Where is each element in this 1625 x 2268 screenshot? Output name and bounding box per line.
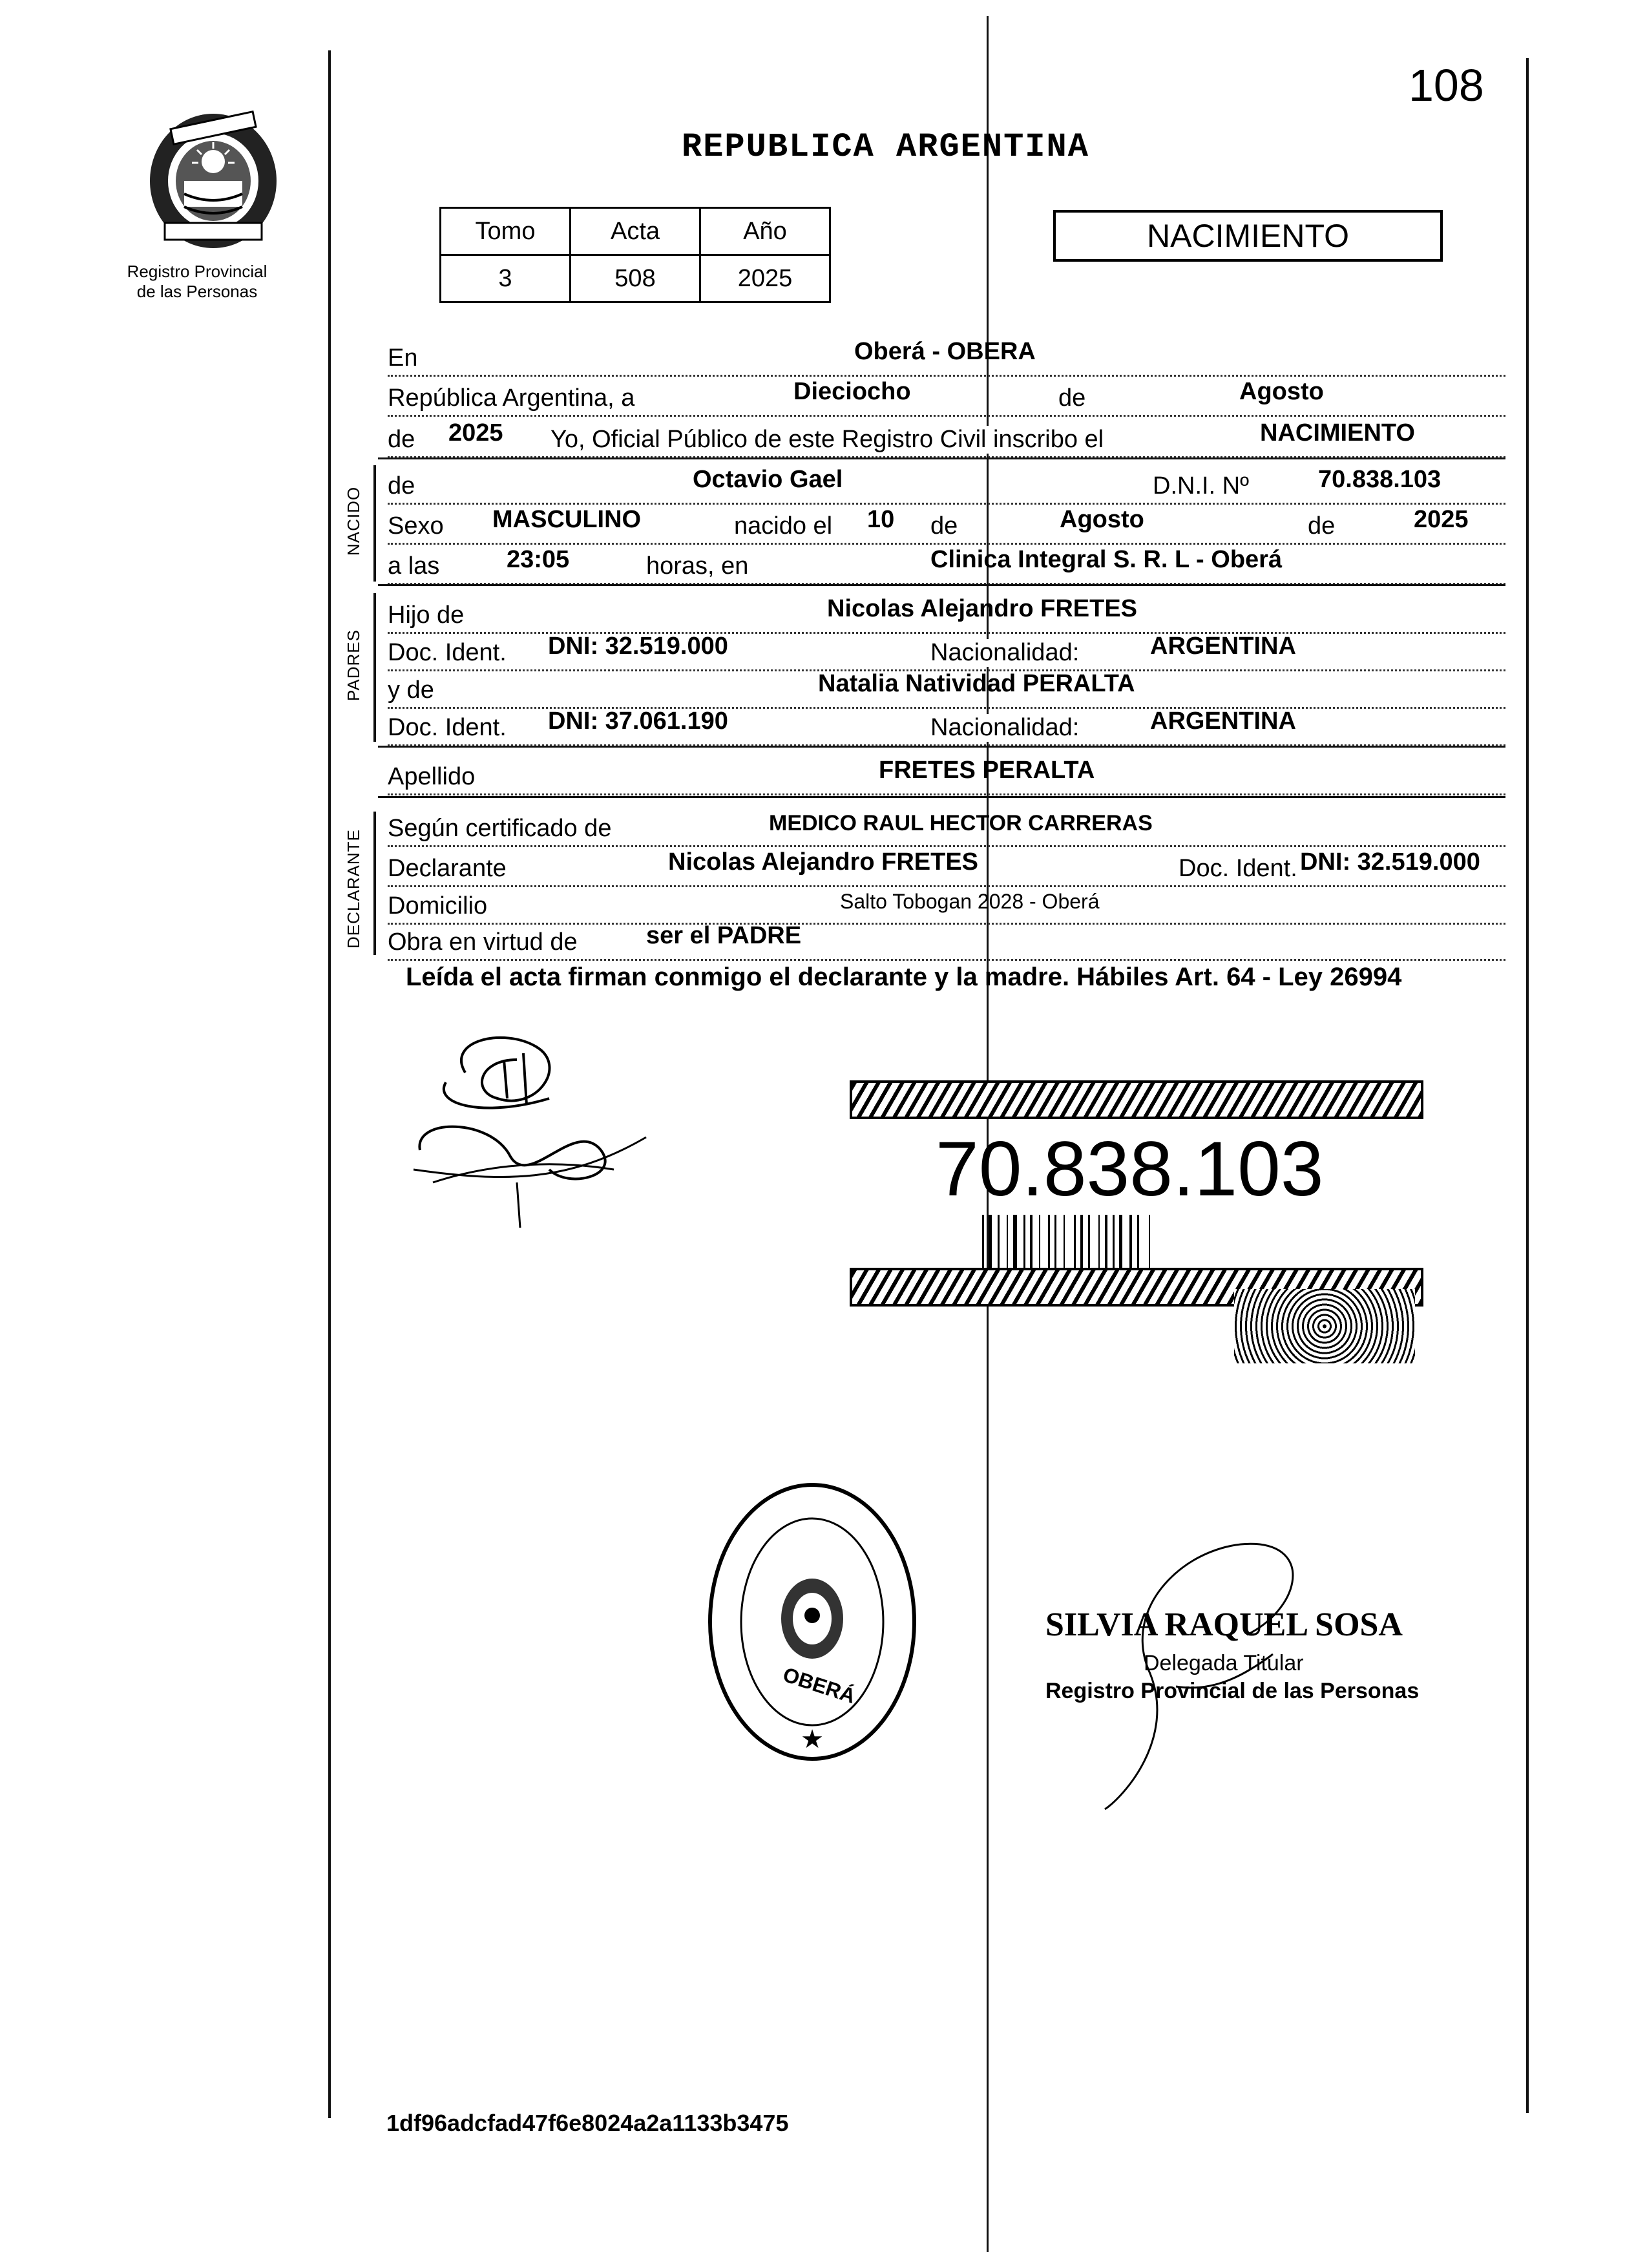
row-mother	[388, 668, 1505, 709]
registry-seal-icon	[706, 1480, 919, 1764]
label-dni: D.N.I. Nº	[1150, 472, 1252, 500]
signer-office: Registro Provincial de las Personas	[1045, 1679, 1420, 1703]
label-republica: República Argentina, a	[388, 384, 635, 412]
logo-caption-line2: de las Personas	[136, 282, 258, 301]
label-declarante: Declarante	[388, 855, 507, 882]
reference-header-row	[441, 208, 830, 255]
value-city: Oberá - OBERA	[854, 338, 1036, 365]
label-capacity: Obra en virtud de	[388, 929, 578, 956]
label-mother: y de	[388, 677, 434, 704]
svg-text:★: ★	[801, 1725, 824, 1754]
value-event: NACIMIENTO	[1260, 419, 1415, 446]
value-day: Dieciocho	[793, 378, 911, 405]
separator-2	[378, 584, 1505, 586]
bracket-declarante	[373, 812, 376, 955]
value-born-day: 10	[867, 506, 895, 533]
right-margin-line	[1526, 58, 1529, 2113]
section-label-nacido: NACIDO	[344, 486, 363, 556]
section-label-padres: PADRES	[344, 629, 363, 701]
reference-value-row	[441, 255, 830, 302]
signer-name: SILVIA RAQUEL SOSA	[1045, 1606, 1403, 1643]
value-child-dni: 70.838.103	[1318, 466, 1442, 493]
value-certificate: MEDICO RAUL HECTOR CARRERAS	[769, 811, 1153, 835]
value-father: Nicolas Alejandro FRETES	[827, 595, 1138, 622]
label-born: nacido el	[731, 512, 835, 540]
value-surname: FRETES PERALTA	[879, 757, 1095, 784]
value-year: 2025	[448, 419, 503, 446]
value-month: Agosto	[1239, 378, 1324, 405]
value-ano: 2025	[700, 255, 830, 302]
security-dni-number: 70.838.103	[936, 1126, 1324, 1212]
value-declarante-doc: DNI: 32.519.000	[1300, 848, 1480, 876]
value-acta: 508	[571, 255, 700, 302]
logo-caption	[90, 262, 304, 302]
row-address	[388, 884, 1505, 925]
country-title: REPUBLICA ARGENTINA	[682, 128, 1089, 166]
row-father	[388, 593, 1505, 634]
label-declarante-doc: Doc. Ident.	[1176, 855, 1300, 883]
row-declarante	[388, 846, 1505, 887]
document-hash: 1df96adcfad47f6e8024a2a1133b3475	[386, 2110, 789, 2136]
label-en: En	[388, 344, 418, 372]
label-de-name: de	[388, 472, 415, 499]
bracket-nacido	[373, 465, 376, 582]
label-hours: horas, en	[644, 552, 751, 580]
row-capacity	[388, 920, 1505, 961]
label-father-doc: Doc. Ident.	[388, 639, 507, 666]
record-type-box: NACIMIENTO	[1053, 210, 1443, 262]
page-number: 108	[1409, 60, 1484, 110]
separator-1	[378, 457, 1505, 459]
label-mother-doc: Doc. Ident.	[388, 714, 507, 741]
value-birth-place: Clinica Integral S. R. L - Oberá	[930, 546, 1283, 573]
value-time: 23:05	[507, 546, 570, 573]
signer-role: Delegada Titular	[1144, 1651, 1304, 1675]
declarant-signature-icon	[407, 1021, 653, 1241]
value-father-nat: ARGENTINA	[1150, 633, 1296, 660]
value-address: Salto Tobogan 2028 - Oberá	[840, 890, 1100, 913]
label-father: Hijo de	[388, 602, 465, 629]
label-sex: Sexo	[388, 512, 444, 540]
label-mother-nat: Nacionalidad:	[928, 714, 1082, 742]
value-declarante: Nicolas Alejandro FRETES	[668, 848, 979, 876]
value-mother-nat: ARGENTINA	[1150, 708, 1296, 735]
seal-text-bottom: OBERÁ	[780, 1663, 859, 1708]
row-sex-birth	[388, 504, 1505, 545]
label-de-born: de	[928, 512, 960, 540]
label-de: de	[1056, 384, 1088, 412]
province-shield-icon	[145, 110, 281, 252]
label-father-nat: Nacionalidad:	[928, 639, 1082, 667]
label-certificate: Según certificado de	[388, 815, 612, 842]
value-mother-doc: DNI: 37.061.190	[548, 708, 728, 735]
value-sex: MASCULINO	[492, 506, 642, 533]
row-statement	[388, 417, 1505, 458]
row-mother-doc	[388, 706, 1505, 746]
row-date	[388, 376, 1505, 417]
value-tomo: 3	[441, 255, 571, 302]
hologram-mark	[1234, 1289, 1415, 1363]
reference-table	[439, 207, 831, 303]
value-child-name: Octavio Gael	[693, 466, 843, 493]
security-strip-top	[850, 1080, 1423, 1119]
row-place	[388, 336, 1505, 377]
label-statement: Yo, Oficial Público de este Registro Civil inscribo el	[548, 426, 1106, 454]
row-certificate	[388, 806, 1505, 847]
row-surname	[388, 755, 1505, 795]
row-time-place	[388, 544, 1505, 585]
closing-text: Leída el acta firman conmigo el declarante y la madre. Hábiles Art. 64 - Ley 26994	[406, 963, 1402, 991]
label-time: a las	[388, 552, 440, 580]
label-de-year2: de	[1305, 512, 1337, 540]
separator-4	[378, 796, 1505, 798]
value-born-month: Agosto	[1060, 506, 1144, 533]
value-mother: Natalia Natividad PERALTA	[818, 670, 1135, 697]
header-ano: Año	[700, 208, 830, 255]
header-tomo: Tomo	[441, 208, 571, 255]
left-margin-line	[328, 50, 331, 2118]
value-born-year: 2025	[1414, 506, 1469, 533]
separator-3	[378, 746, 1505, 748]
barcode-icon	[982, 1215, 1279, 1276]
logo-caption-line1: Registro Provincial	[127, 262, 267, 281]
value-capacity: ser el PADRE	[646, 922, 802, 949]
label-surname: Apellido	[388, 763, 476, 790]
label-de-year: de	[388, 426, 415, 453]
label-address: Domicilio	[388, 892, 488, 919]
row-child-name	[388, 464, 1505, 505]
value-father-doc: DNI: 32.519.000	[548, 633, 728, 660]
header-acta: Acta	[571, 208, 700, 255]
province-logo	[145, 110, 281, 252]
row-father-doc	[388, 631, 1505, 671]
bracket-padres	[373, 593, 376, 742]
section-label-declarante: DECLARANTE	[344, 829, 363, 949]
